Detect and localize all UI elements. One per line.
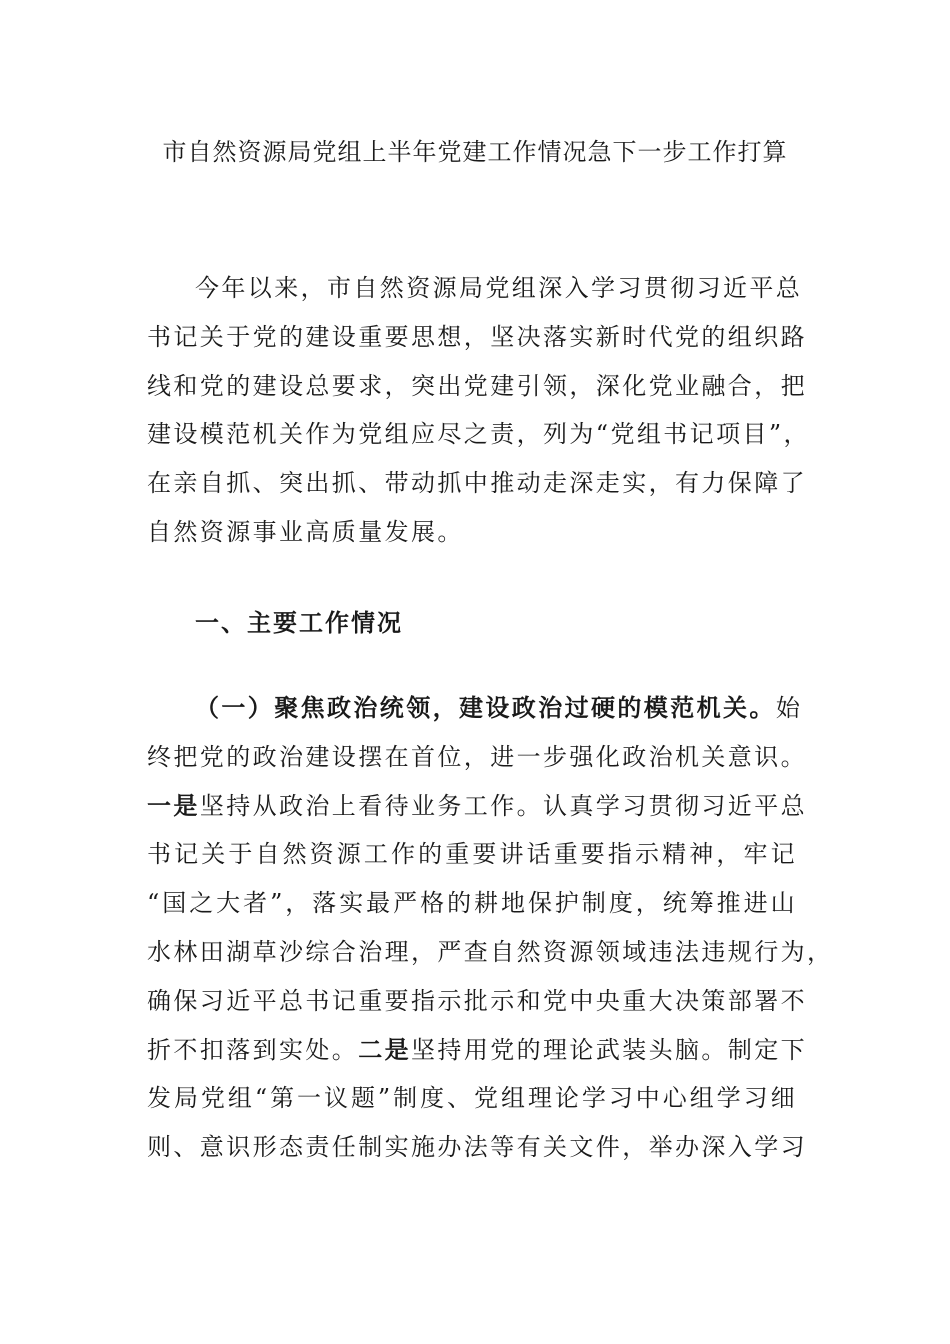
line-text: 折不扣落到实处。	[147, 1035, 359, 1064]
paragraph-line: 水林田湖草沙综合治理，严查自然资源领域违法违规行为，	[147, 937, 834, 966]
intro-paragraph	[147, 264, 810, 557]
document-title: 市自然资源局党组上半年党建工作情况急下一步工作打算	[162, 138, 788, 166]
paragraph-line: 今年以来，市自然资源局党组深入学习贯彻习近平总	[195, 274, 803, 302]
point-label: 一是	[147, 790, 200, 820]
paragraph-line: 在亲自抓、突出抓、带动抓中推动走深走实，有力保障了	[147, 469, 807, 498]
subsection-heading: （一）聚焦政治统领，建设政治过硬的模范机关。	[195, 693, 776, 722]
paragraph-line: 书记关于党的建设重要思想，坚决落实新时代党的组织路	[147, 322, 807, 351]
paragraph-line: “国之大者”，落实最严格的耕地保护制度，统筹推进山	[147, 889, 797, 918]
point-label: 二是	[358, 1034, 412, 1064]
paragraph-line: 则、意识形态责任制实施办法等有关文件，举办深入学习	[147, 1133, 807, 1162]
section-heading: 一、主要工作情况	[195, 608, 403, 637]
line-text: 坚持用党的理论武装头脑。制定下	[411, 1035, 808, 1064]
line-text: 坚持从政治上看待业务工作。认真学习贯彻习近平总	[199, 791, 808, 820]
paragraph-line: 建设模范机关作为党组应尽之责，列为“党组书记项目”，	[147, 420, 810, 449]
paragraph-line: 终把党的政治建设摆在首位，进一步强化政治机关意识。	[147, 742, 807, 771]
subsection-paragraph	[147, 684, 834, 1172]
line-text: 始	[775, 694, 803, 722]
paragraph-line: 书记关于自然资源工作的重要讲话重要指示精神，牢记	[147, 840, 797, 869]
paragraph-line: 发局党组“第一议题”制度、党组理论学习中心组学习细	[147, 1084, 797, 1113]
paragraph-line: 线和党的建设总要求，突出党建引领，深化党业融合，把	[147, 371, 807, 400]
paragraph-line	[147, 684, 803, 733]
paragraph-line	[147, 782, 808, 831]
paragraph-line: 自然资源事业高质量发展。	[147, 517, 464, 546]
paragraph-line	[147, 1026, 808, 1075]
paragraph-line: 确保习近平总书记重要指示批示和党中央重大决策部署不	[147, 986, 807, 1015]
